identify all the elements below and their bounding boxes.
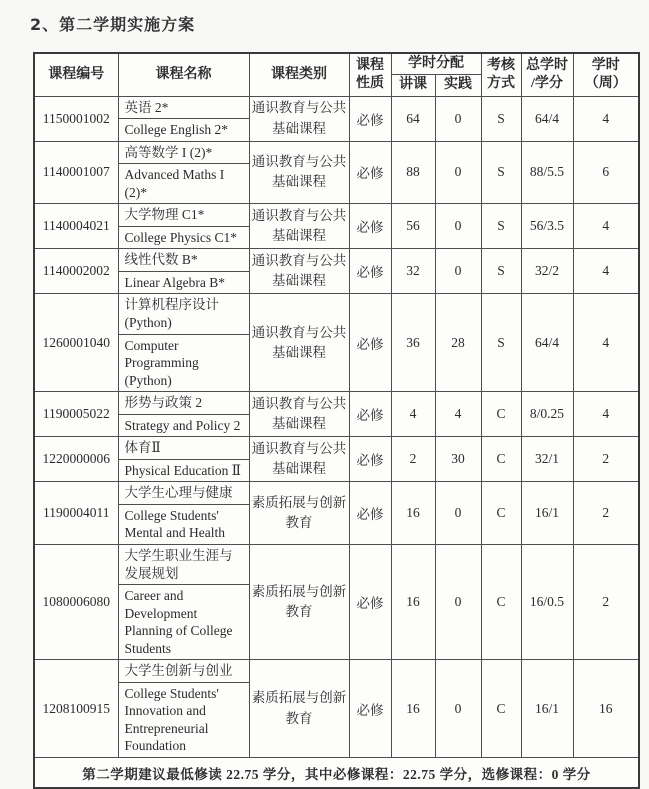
table-row <box>34 482 639 545</box>
course-category: 通识教育与公共基础课程 <box>249 141 349 204</box>
lecture-hours: 32 <box>391 249 435 294</box>
course-name-en: Computer Programming (Python) <box>124 337 199 388</box>
lecture-hours: 2 <box>391 437 435 482</box>
lecture-hours: 16 <box>391 482 435 545</box>
course-name-cell <box>118 437 249 482</box>
course-name-cn: 形势与政策 2 <box>119 392 249 415</box>
practice-hours: 0 <box>435 660 481 758</box>
table-row <box>34 660 639 758</box>
assessment-method: C <box>481 544 521 659</box>
total-hours-credits: 32/2 <box>521 249 573 294</box>
course-plan-table <box>33 52 640 789</box>
course-name-en: Physical Education Ⅱ <box>124 462 241 478</box>
course-name-cell <box>118 294 249 392</box>
table-row <box>34 294 639 392</box>
assessment-method: C <box>481 482 521 545</box>
weekly-hours: 4 <box>573 204 639 249</box>
course-name-en: Advanced Maths I (2)* <box>124 167 225 200</box>
assessment-method: C <box>481 660 521 758</box>
course-name-cn: 线性代数 B* <box>119 249 249 272</box>
course-name-cn: 大学物理 C1* <box>119 204 249 227</box>
weekly-hours: 4 <box>573 294 639 392</box>
table-row <box>34 141 639 204</box>
course-code: 1080006080 <box>34 544 118 659</box>
total-hours-credits: 64/4 <box>521 96 573 141</box>
course-name-cell <box>118 392 249 437</box>
total-hours-credits: 32/1 <box>521 437 573 482</box>
course-nature: 必修 <box>349 204 391 249</box>
total-hours-credits: 64/4 <box>521 294 573 392</box>
assessment-method: S <box>481 204 521 249</box>
course-code: 1140004021 <box>34 204 118 249</box>
practice-hours: 0 <box>435 249 481 294</box>
weekly-hours: 6 <box>573 141 639 204</box>
table-row <box>34 437 639 482</box>
practice-hours: 0 <box>435 544 481 659</box>
practice-hours: 28 <box>435 294 481 392</box>
course-name-cn: 高等数学 I (2)* <box>119 142 249 165</box>
course-category: 素质拓展与创新教育 <box>249 660 349 758</box>
course-code: 1220000006 <box>34 437 118 482</box>
lecture-hours: 16 <box>391 660 435 758</box>
header-practice-hours: 实践 <box>435 74 481 96</box>
course-name-cn: 大学生职业生涯与发展规划 <box>119 545 249 585</box>
practice-hours: 0 <box>435 204 481 249</box>
total-hours-credits: 16/1 <box>521 660 573 758</box>
course-nature: 必修 <box>349 482 391 545</box>
course-name-cell <box>118 482 249 545</box>
weekly-hours: 2 <box>573 482 639 545</box>
course-name-cell <box>118 249 249 294</box>
header-course-name: 课程名称 <box>118 53 249 96</box>
table-header <box>34 53 639 96</box>
lecture-hours: 64 <box>391 96 435 141</box>
course-nature: 必修 <box>349 660 391 758</box>
table-footer <box>34 758 639 789</box>
page-title: 2、第二学期实施方案 <box>30 15 196 34</box>
course-name-cell <box>118 544 249 659</box>
course-nature: 必修 <box>349 294 391 392</box>
course-name-cn: 大学生心理与健康 <box>119 482 249 505</box>
practice-hours: 0 <box>435 482 481 545</box>
course-name-cell <box>118 660 249 758</box>
total-hours-credits: 8/0.25 <box>521 392 573 437</box>
total-hours-credits: 16/0.5 <box>521 544 573 659</box>
assessment-method: S <box>481 96 521 141</box>
header-course-nature: 课程 性质 <box>349 53 391 96</box>
course-name-cell <box>118 96 249 141</box>
course-name-en: College Students' Mental and Health <box>124 507 225 541</box>
practice-hours: 30 <box>435 437 481 482</box>
table-row <box>34 96 639 141</box>
weekly-hours: 16 <box>573 660 639 758</box>
course-name-cn: 体育Ⅱ <box>119 437 249 460</box>
course-nature: 必修 <box>349 141 391 204</box>
header-assessment: 考核 方式 <box>481 53 521 96</box>
course-nature: 必修 <box>349 249 391 294</box>
header-course-category: 课程类别 <box>249 53 349 96</box>
header-lecture-hours: 讲课 <box>391 74 435 96</box>
practice-hours: 0 <box>435 96 481 141</box>
header-total-hours-credits: 总学时 /学分 <box>521 53 573 96</box>
table-row <box>34 544 639 659</box>
course-code: 1140001007 <box>34 141 118 204</box>
lecture-hours: 88 <box>391 141 435 204</box>
course-nature: 必修 <box>349 544 391 659</box>
header-weekly-hours: 学时 （周） <box>573 53 639 96</box>
weekly-hours: 4 <box>573 96 639 141</box>
course-category: 通识教育与公共基础课程 <box>249 96 349 141</box>
course-name-cn: 大学生创新与创业 <box>119 660 249 683</box>
assessment-method: S <box>481 294 521 392</box>
total-hours-credits: 16/1 <box>521 482 573 545</box>
practice-hours: 0 <box>435 141 481 204</box>
table-row <box>34 249 639 294</box>
weekly-hours: 2 <box>573 437 639 482</box>
practice-hours: 4 <box>435 392 481 437</box>
total-hours-credits: 88/5.5 <box>521 141 573 204</box>
header-hours-group: 学时分配 <box>391 53 481 74</box>
weekly-hours: 4 <box>573 392 639 437</box>
course-code: 1190005022 <box>34 392 118 437</box>
course-code: 1150001002 <box>34 96 118 141</box>
course-code: 1190004011 <box>34 482 118 545</box>
assessment-method: C <box>481 437 521 482</box>
lecture-hours: 56 <box>391 204 435 249</box>
assessment-method: C <box>481 392 521 437</box>
lecture-hours: 4 <box>391 392 435 437</box>
weekly-hours: 2 <box>573 544 639 659</box>
semester-credit-summary: 第二学期建议最低修读 22.75 学分，其中必修课程：22.75 学分，选修课程：0 学分 <box>34 758 639 789</box>
course-name-cell <box>118 204 249 249</box>
weekly-hours: 4 <box>573 249 639 294</box>
course-category: 通识教育与公共基础课程 <box>249 392 349 437</box>
course-name-en: College Students' Innovation and Entrepreneurial Foundation <box>124 685 219 754</box>
course-category: 通识教育与公共基础课程 <box>249 294 349 392</box>
course-name-cn: 英语 2* <box>119 97 249 120</box>
course-name-cell <box>118 141 249 204</box>
table-row <box>34 392 639 437</box>
course-code: 1260001040 <box>34 294 118 392</box>
table-body <box>34 96 639 758</box>
table-row <box>34 204 639 249</box>
course-category: 通识教育与公共基础课程 <box>249 249 349 294</box>
course-name-en: College English 2* <box>124 122 228 138</box>
course-category: 素质拓展与创新教育 <box>249 482 349 545</box>
header-course-code: 课程编号 <box>34 53 118 96</box>
course-category: 通识教育与公共基础课程 <box>249 437 349 482</box>
course-nature: 必修 <box>349 437 391 482</box>
course-name-cn: 计算机程序设计(Python) <box>119 294 249 334</box>
course-name-en: Strategy and Policy 2 <box>124 417 241 433</box>
assessment-method: S <box>481 249 521 294</box>
lecture-hours: 36 <box>391 294 435 392</box>
course-code: 1140002002 <box>34 249 118 294</box>
course-name-en: Career and Development Planning of College Students <box>124 588 233 656</box>
course-name-en: College Physics C1* <box>124 229 238 245</box>
total-hours-credits: 56/3.5 <box>521 204 573 249</box>
course-name-en: Linear Algebra B* <box>124 274 225 290</box>
course-code: 1208100915 <box>34 660 118 758</box>
course-category: 素质拓展与创新教育 <box>249 544 349 659</box>
course-nature: 必修 <box>349 96 391 141</box>
lecture-hours: 16 <box>391 544 435 659</box>
course-category: 通识教育与公共基础课程 <box>249 204 349 249</box>
assessment-method: S <box>481 141 521 204</box>
course-nature: 必修 <box>349 392 391 437</box>
